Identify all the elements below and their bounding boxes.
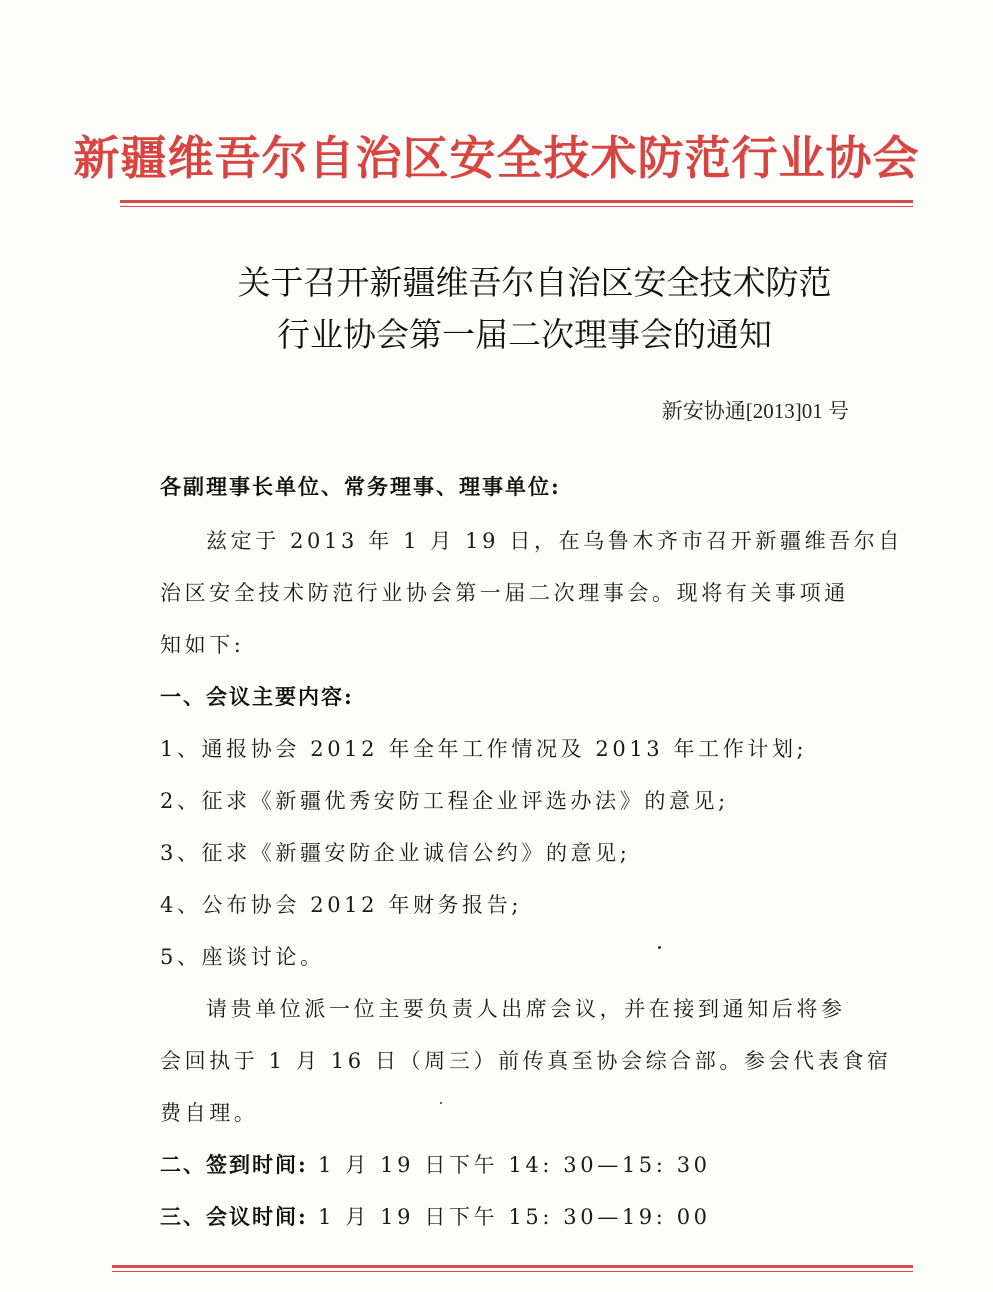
agenda-item: 5、座谈讨论。 [160,945,325,969]
document-number: 新安协通[2013]01 号 [661,399,849,423]
scan-speck [440,1102,442,1104]
sign-in-time-heading: 二、签到时间: [160,1152,308,1177]
intro-line-1: 兹定于 2013 年 1 月 19 日，在乌鲁木齐市召开新疆维吾尔自 [206,529,903,553]
agenda-item: 4、公布协会 2012 年财务报告; [160,893,523,917]
scan-speck [658,946,661,949]
agenda-item: 2、征求《新疆优秀安防工程企业评选办法》的意见; [160,789,729,813]
notice-title-line-1: 关于召开新疆维吾尔自治区安全技术防范 [237,263,832,302]
footer-red-rule [112,1265,913,1272]
request-line-1: 请贵单位派一位主要负责人出席会议，并在接到通知后将参 [206,997,846,1021]
meeting-time-heading: 三、会议时间: [160,1204,308,1229]
section-1-heading: 一、会议主要内容: [160,684,354,709]
agenda-item: 3、征求《新疆安防企业诚信公约》的意见; [160,841,631,865]
notice-title-line-2: 行业协会第一届二次理事会的通知 [277,315,772,354]
intro-line-2: 治区安全技术防范行业协会第一届二次理事会。现将有关事项通 [160,581,849,605]
letterhead-organization-name: 新疆维吾尔自治区安全技术防范行业协会 [73,131,920,185]
agenda-item: 1、通报协会 2012 年全年工作情况及 2013 年工作计划; [160,737,808,761]
request-line-3: 费自理。 [160,1101,259,1125]
request-line-2: 会回执于 1 月 16 日（周三）前传真至协会综合部。参会代表食宿 [160,1049,892,1073]
sign-in-time-value: 1 月 19 日下午 14: 30—15: 30 [307,1153,711,1177]
meeting-time-row [160,1202,711,1232]
sign-in-time-row [160,1150,711,1180]
meeting-time-value: 1 月 19 日下午 15: 30—19: 00 [307,1205,711,1229]
letterhead-red-rule [120,200,913,207]
intro-line-3: 知如下: [160,633,245,657]
salutation: 各副理事长单位、常务理事、理事单位: [160,474,561,499]
